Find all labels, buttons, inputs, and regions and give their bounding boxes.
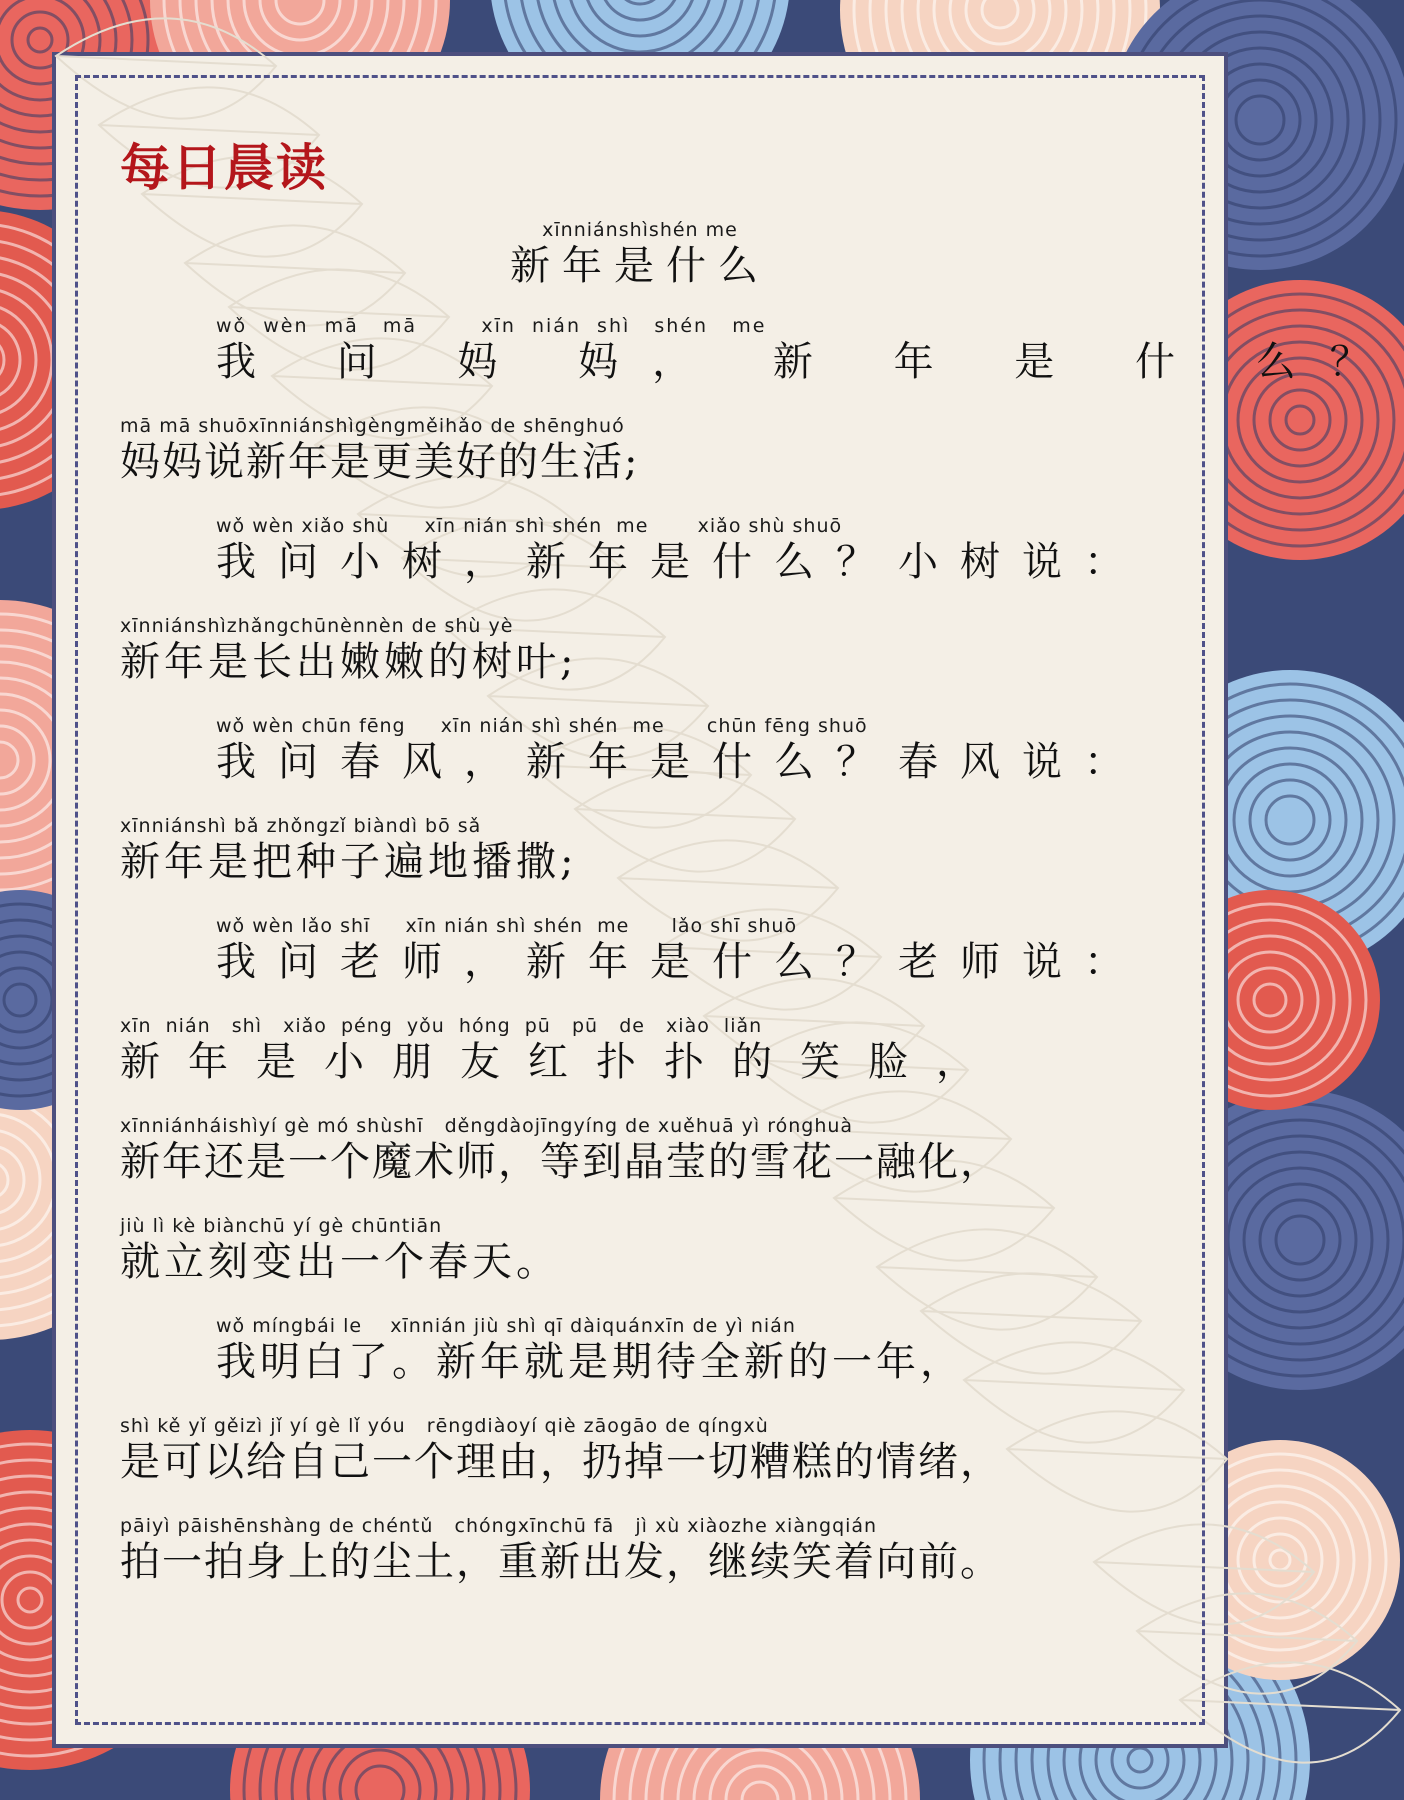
line-text: 我 问 妈 妈， 新 年 是 什 么？	[216, 339, 1404, 385]
line-text: 拍一拍身上的尘土，重新出发，继续笑着向前。	[120, 1539, 1002, 1585]
line-pinyin: xīn nián shì xiǎo péng yǒu hóng pū pū de xiào liǎn	[120, 1015, 763, 1037]
line-text: 就立刻变出一个春天。	[120, 1239, 560, 1285]
line-text: 我明白了。新年就是期待全新的一年，	[216, 1339, 964, 1385]
poem-line-8	[120, 1014, 1004, 1086]
poem-line-3	[216, 514, 1146, 586]
line-pinyin: xīnniánshì bǎ zhǒngzǐ biàndì bō sǎ	[120, 815, 482, 837]
line-text: 妈妈说新年是更美好的生活;	[120, 439, 640, 485]
line-text: 是可以给自己一个理由，扔掉一切糟糕的情绪，	[120, 1439, 1002, 1485]
poem-line-13	[120, 1514, 1002, 1586]
line-pinyin: jiù lì kè biànchū yí gè chūntiān	[120, 1215, 443, 1237]
poem-line-6	[120, 814, 577, 886]
line-pinyin: wǒ míngbái le xīnnián jiù shì qī dàiquánxīn de yì nián	[216, 1315, 796, 1337]
line-text: 我问春风，新年是什么？春风说：	[216, 739, 1146, 785]
line-pinyin: pāiyì pāishēnshàng de chéntǔ chóngxīnchū fā jì xù xiàozhe xiàngqián	[120, 1515, 878, 1537]
line-text: 我问小树，新年是什么？小树说：	[216, 539, 1146, 585]
poem-line-1	[216, 314, 1404, 386]
title-text: 新年是什么	[510, 243, 770, 289]
line-pinyin: xīnniánshìzhǎngchūnènnèn de shù yè	[120, 615, 514, 637]
poem-line-9	[120, 1114, 1002, 1186]
page-heading: 每日晨读	[120, 138, 328, 197]
line-text: 我问老师，新年是什么？老师说：	[216, 939, 1146, 985]
poem-line-11	[216, 1314, 964, 1386]
line-pinyin: wǒ wèn mā mā xīn nián shì shén me	[216, 315, 767, 337]
line-pinyin: shì kě yǐ gěizì jǐ yí gè lǐ yóu rēngdiàoyí qiè zāogāo de qíngxù	[120, 1415, 769, 1437]
poem-line-10	[120, 1214, 560, 1286]
line-text: 新年是小朋友红扑扑的笑脸，	[120, 1039, 1004, 1085]
line-pinyin: xīnniánháishìyí gè mó shùshī děngdàojīngyíng de xuěhuā yì rónghuà	[120, 1115, 854, 1137]
title-pinyin: xīnniánshìshén me	[542, 219, 738, 241]
line-text: 新年还是一个魔术师，等到晶莹的雪花一融化，	[120, 1139, 1002, 1185]
poem-line-2	[120, 414, 639, 486]
poem-title	[56, 218, 1224, 290]
line-pinyin: wǒ wèn xiǎo shù xīn nián shì shén me xiǎo shù shuō	[216, 515, 843, 537]
paper-sheet	[52, 52, 1404, 1748]
line-pinyin: wǒ wèn lǎo shī xīn nián shì shén me lǎo shī shuō	[216, 915, 798, 937]
poem-line-5	[216, 714, 1146, 786]
poem-line-4	[120, 614, 577, 686]
line-pinyin: wǒ wèn chūn fēng xīn nián shì shén me chūn fēng shuō	[216, 715, 868, 737]
line-text: 新年是把种子遍地播撒;	[120, 839, 578, 885]
poem-line-12	[120, 1414, 1002, 1486]
poem-line-7	[216, 914, 1146, 986]
line-text: 新年是长出嫩嫩的树叶;	[120, 639, 578, 685]
line-pinyin: mā mā shuōxīnniánshìgèngměihǎo de shēnghuó	[120, 415, 625, 437]
